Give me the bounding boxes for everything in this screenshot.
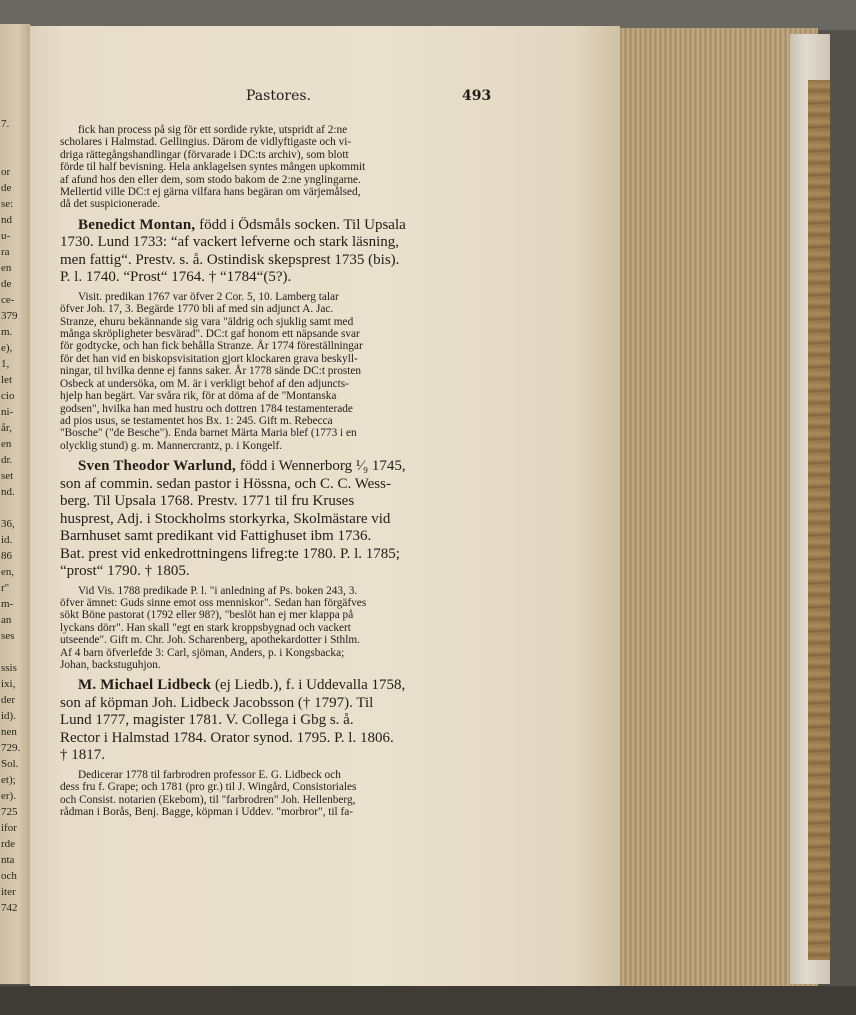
text-line: berg. Til Upsala 1768. Prestv. 1771 til fru Kruses bbox=[60, 493, 355, 510]
margin-fragment: ce- bbox=[1, 294, 15, 306]
text-line: “prost“ 1790. † 1805. bbox=[60, 563, 190, 580]
margin-fragment: 725 bbox=[1, 806, 18, 818]
text-line: då det suspicionerade. bbox=[60, 198, 161, 211]
text-line: olycklig stund) g. m. Mannercrantz, p. i Kongelf. bbox=[60, 439, 283, 452]
margin-fragment bbox=[1, 644, 30, 660]
note-paragraph bbox=[60, 291, 490, 452]
margin-fragment: let bbox=[1, 374, 12, 386]
margin-fragment: or bbox=[1, 166, 11, 178]
entry-paragraph bbox=[60, 458, 490, 581]
margin-fragment: år, bbox=[1, 422, 12, 434]
text-line: husprest, Adj. i Stockholms storkyrka, Skolmästare vid bbox=[60, 510, 391, 527]
text-line: † 1817. bbox=[60, 747, 105, 764]
text-line: Af 4 barn öfverlefde 3: Carl, sjöman, Anders, p. i Kongsbacka; bbox=[60, 646, 345, 659]
text-line: hjelp han begärt. Var svåra rik, för at döma af de "Montanska bbox=[60, 390, 337, 403]
text-line: öfver ämnet: Guds sinne emot oss menniskor". Sedan han förgäfves bbox=[60, 597, 367, 610]
text-line: förde til half bevisning. Hela anklagelsen syntes mången upkommit bbox=[60, 161, 366, 174]
note-paragraph bbox=[60, 585, 490, 672]
margin-fragment: och bbox=[1, 870, 17, 882]
margin-fragment: e), bbox=[1, 342, 13, 354]
entry-name: Benedict Montan, bbox=[78, 216, 196, 233]
text-line: rådman i Borås, Benj. Bagge, köpman i Uddev. "morbror", til fa- bbox=[60, 806, 354, 819]
text-line: Johan, backstuguhjon. bbox=[60, 659, 161, 672]
margin-fragment: nd. bbox=[1, 486, 15, 498]
text-line: driga rättegångshandlingar (förvarade i DC:ts archiv), som blott bbox=[60, 148, 349, 161]
text-line: Dedicerar 1778 til farbrodren professor E. G. Lidbeck och bbox=[78, 768, 341, 781]
margin-fragment: 729. bbox=[1, 742, 21, 754]
previous-page-edge bbox=[0, 24, 31, 984]
text-line: Vid Vis. 1788 predikade P. l. "i anledning af Ps. boken 243, 3. bbox=[78, 584, 358, 597]
margin-fragment: r" bbox=[1, 582, 10, 594]
entry-paragraph bbox=[60, 677, 490, 765]
margin-fragment: 36, bbox=[1, 518, 15, 530]
background-bottom bbox=[0, 986, 856, 1015]
text-line: P. l. 1740. “Prost“ 1764. † “1784“(5?). bbox=[60, 269, 292, 286]
margin-fragment: m- bbox=[1, 598, 14, 610]
margin-fragment bbox=[1, 148, 30, 164]
margin-fragment: 379 bbox=[1, 310, 18, 322]
entry-paragraph bbox=[60, 217, 490, 287]
previous-page-fragments bbox=[0, 24, 30, 916]
margin-fragment: 742 bbox=[1, 902, 18, 914]
margin-fragment: id. bbox=[1, 534, 13, 546]
page-text bbox=[60, 124, 490, 825]
text-line: utseende". Gift m. Chr. Joh. Scharenberg, apothekardotter i Sthlm. bbox=[60, 634, 360, 647]
text-line: "Bosche" ("de Besche"). Enda barnet Märta Maria blef (1773 i en bbox=[60, 427, 357, 440]
text-line: Stranze, ehuru bekännande sig vara "äldrig och sjuklig samt med bbox=[60, 315, 354, 328]
margin-fragment: rde bbox=[1, 838, 16, 850]
text-line: Osbeck at undersöka, om M. är i verkligt behof af den adjuncts- bbox=[60, 377, 349, 390]
text-line: ningar, til hvilka denne ej fanns saker. År 1778 sände DC:t prosten bbox=[60, 365, 362, 378]
text-line: och Consist. notarien (Ekebom), til "farbrodren" Joh. Hellenberg, bbox=[60, 793, 356, 806]
text-line: för det han vid en biskopsvisitation gjort klockaren grava beskyll- bbox=[60, 352, 358, 365]
entry-heading-line bbox=[60, 677, 490, 695]
margin-fragment: m. bbox=[1, 326, 13, 338]
text-line: många skröpligheter besvärad". DC:t gaf honom ett näpsande svar bbox=[60, 328, 360, 341]
text-line: lyckans dörr". Han skall "egt en stark kroppsbygnad och vackert bbox=[60, 621, 351, 634]
text-line: för godtycke, och han fick behålla Stranze. År 1774 föreställningar bbox=[60, 340, 363, 353]
text-line: scholares i Halmstad. Gellingius. Därom de vidlyftigaste och vi- bbox=[60, 136, 352, 149]
book-page-edges bbox=[618, 28, 818, 986]
margin-fragment: Sol. bbox=[1, 758, 19, 770]
margin-fragment: et); bbox=[1, 774, 16, 786]
text-line: fick han process på sig för ett sordide rykte, utspridt af 2:ne bbox=[78, 124, 348, 136]
margin-fragment: en bbox=[1, 262, 12, 274]
text-line: (ej Liedb.), f. i Uddevalla 1758, bbox=[211, 677, 406, 694]
margin-fragment: iter bbox=[1, 886, 16, 898]
margin-fragment: en bbox=[1, 438, 12, 450]
text-line: af afund hos den eller dem, som stodo bakom de 2:ne ynglingarne. bbox=[60, 173, 361, 186]
margin-fragment: de bbox=[1, 182, 12, 194]
text-line: 1730. Lund 1733: “af vackert lefverne och stark läsning, bbox=[60, 234, 400, 251]
page-number: 493 bbox=[462, 88, 492, 104]
text-line: dess fru f. Grape; och 1781 (pro gr.) til J. Wingård, Consistoriales bbox=[60, 781, 357, 794]
text-line: godsen", hvilka han med hustru och dottren 1784 testamenterade bbox=[60, 402, 353, 415]
margin-fragment: nen bbox=[1, 726, 17, 738]
margin-fragment: ses bbox=[1, 630, 15, 642]
text-line: son af köpman Joh. Lidbeck Jacobsson († 1797). Til bbox=[60, 694, 374, 711]
margin-fragment: u- bbox=[1, 230, 11, 242]
text-line: Rector i Halmstad 1784. Orator synod. 1795. P. l. 1806. bbox=[60, 729, 394, 746]
margin-fragment: 7. bbox=[1, 118, 10, 130]
entry-name: Sven Theodor Warlund, bbox=[78, 458, 237, 475]
margin-fragment: nd bbox=[1, 214, 12, 226]
margin-fragment: cio bbox=[1, 390, 15, 402]
text-line: men fattig“. Prestv. s. å. Ostindisk skepsprest 1735 (bis). bbox=[60, 251, 400, 268]
text-line: sökt Böne pastorat (1792 eller 98?), "beslöt han ej mer klappa på bbox=[60, 609, 354, 622]
margin-fragment: er). bbox=[1, 790, 16, 802]
margin-fragment: en, bbox=[1, 566, 15, 578]
margin-fragment: ssis bbox=[1, 662, 17, 674]
margin-fragment bbox=[1, 500, 30, 516]
note-paragraph bbox=[60, 769, 490, 819]
margin-fragment: ra bbox=[1, 246, 10, 258]
margin-fragment: dr. bbox=[1, 454, 13, 466]
margin-fragment: 86 bbox=[1, 550, 12, 562]
margin-fragment: id). bbox=[1, 710, 16, 722]
margin-fragment: de bbox=[1, 278, 12, 290]
margin-fragment: nta bbox=[1, 854, 15, 866]
margin-fragment: ifor bbox=[1, 822, 17, 834]
margin-fragment: se: bbox=[1, 198, 14, 210]
text-line: son af commin. sedan pastor i Hössna, och C. C. Wess- bbox=[60, 475, 391, 492]
margin-fragment: ni- bbox=[1, 406, 14, 418]
text-line: Visit. predikan 1767 var öfver 2 Cor. 5, 10. Lamberg talar bbox=[78, 290, 339, 303]
running-head-title: Pastores. bbox=[246, 88, 311, 104]
margin-fragment: 1, bbox=[1, 358, 10, 370]
entry-name: M. Michael Lidbeck bbox=[78, 677, 212, 694]
margin-fragment: ixi, bbox=[1, 678, 16, 690]
entry-heading-line bbox=[60, 458, 490, 476]
text-line: född i Wennerborg ¹⁄₉ 1745, bbox=[236, 458, 406, 475]
text-line: Mellertid ville DC:t ej gärna vilfara hans begäran om värjemålsed, bbox=[60, 186, 361, 199]
text-line: öfver Joh. 17, 3. Begärde 1770 bli af med sin adjunct A. Jac. bbox=[60, 303, 334, 316]
margin-fragment: der bbox=[1, 694, 16, 706]
margin-fragment: an bbox=[1, 614, 12, 626]
margin-fragment: set bbox=[1, 470, 14, 482]
text-line: Bat. prest vid enkedrottningens lifreg:te 1780. P. l. 1785; bbox=[60, 545, 400, 562]
text-line: Lund 1777, magister 1781. V. Collega i Gbg s. å. bbox=[60, 712, 354, 729]
margin-fragment bbox=[1, 132, 30, 148]
text-line: född i Ödsmåls socken. Til Upsala bbox=[195, 216, 406, 233]
note-paragraph bbox=[60, 124, 490, 211]
book-cover-edge bbox=[808, 80, 830, 960]
entry-heading-line bbox=[60, 217, 490, 235]
text-line: ad pios usus, se testamentet hos Bx. 1: 245. Gift m. Rebecca bbox=[60, 414, 333, 427]
text-line: Barnhuset samt predikant vid Fattighuset ibm 1736. bbox=[60, 528, 372, 545]
